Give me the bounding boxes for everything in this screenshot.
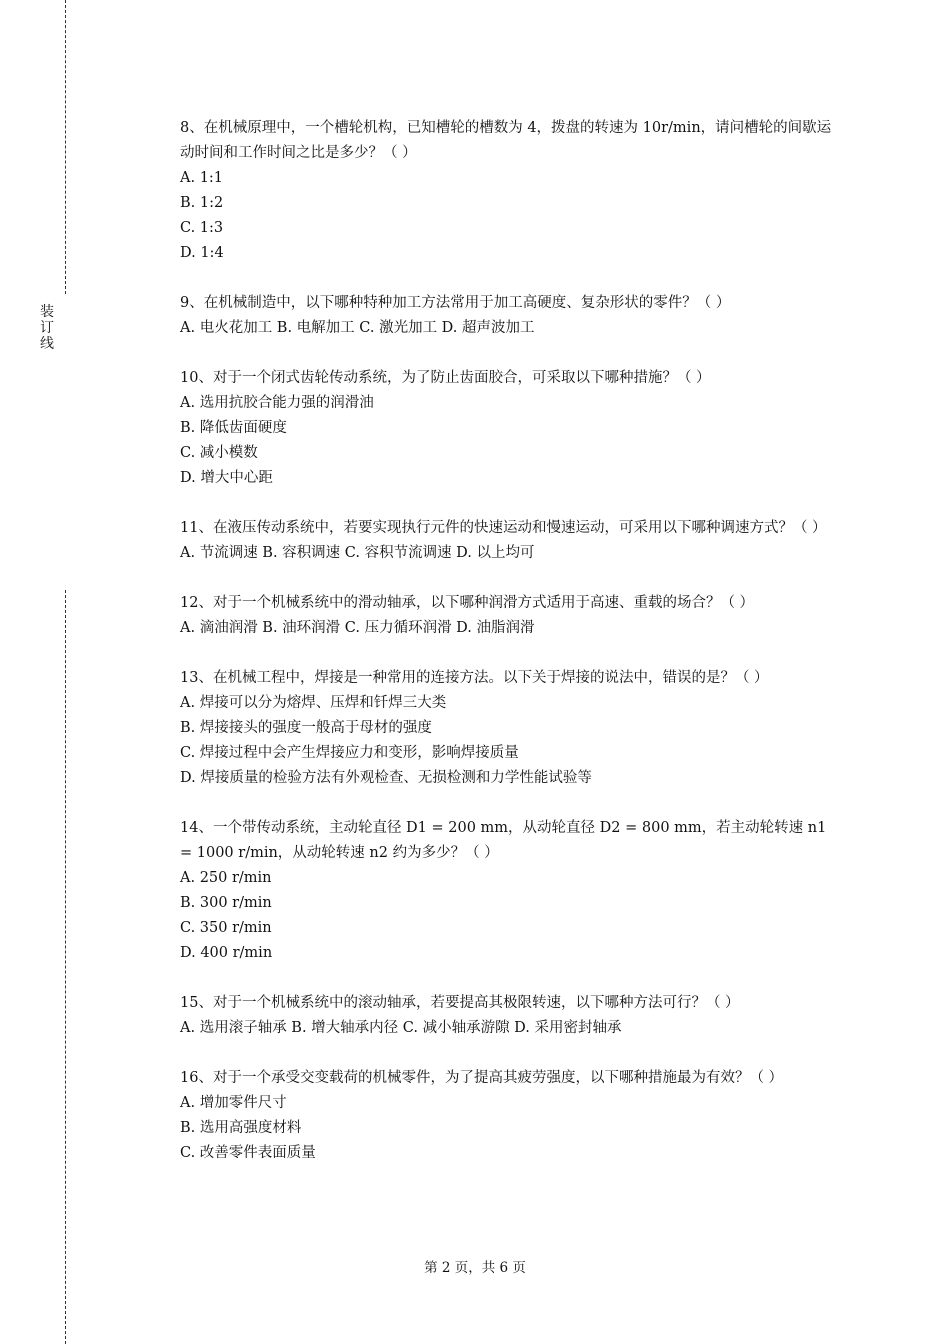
- question-12: [180, 591, 840, 641]
- binding-label: [37, 304, 57, 352]
- question-13: [180, 666, 840, 791]
- question-stem: 10、对于一个闭式齿轮传动系统，为了防止齿面胶合，可采取以下哪种措施？（ ）: [180, 370, 711, 386]
- option: A. 250 r/min: [180, 870, 272, 886]
- question-stem: 12、对于一个机械系统中的滑动轴承，以下哪种润滑方式适用于高速、重载的场合？（ ）: [180, 595, 755, 611]
- option: A. 滴油润滑 B. 油环润滑 C. 压力循环润滑 D. 油脂润滑: [180, 620, 535, 636]
- option: A. 节流调速 B. 容积调速 C. 容积节流调速 D. 以上均可: [180, 545, 535, 561]
- option: C. 1:3: [180, 220, 224, 236]
- question-stem: 14、一个带传动系统，主动轮直径 D1 = 200 mm，从动轮直径 D2 = 800 mm，若主动轮转速 n1 = 1000 r/min，从动轮转速 n2 约为多少？（ ）: [180, 820, 827, 861]
- option: D. 1:4: [180, 245, 224, 261]
- question-list: [180, 116, 840, 1191]
- option: B. 降低齿面硬度: [180, 420, 287, 436]
- option: A. 选用抗胶合能力强的润滑油: [180, 395, 374, 411]
- question-stem: 8、在机械原理中，一个槽轮机构，已知槽轮的槽数为 4，拨盘的转速为 10r/min，请问槽轮的间歇运动时间和工作时间之比是多少？（ ）: [180, 120, 832, 161]
- question-15: [180, 991, 840, 1041]
- option: B. 选用高强度材料: [180, 1120, 302, 1136]
- binding-line: [65, 590, 66, 1344]
- binding-char: 线: [40, 336, 54, 352]
- option: C. 减小模数: [180, 445, 258, 461]
- page-footer: 第 2 页，共 6 页: [424, 1260, 526, 1276]
- option: C. 焊接过程中会产生焊接应力和变形，影响焊接质量: [180, 745, 519, 761]
- question-stem: 15、对于一个机械系统中的滚动轴承，若要提高其极限转速，以下哪种方法可行？（ ）: [180, 995, 740, 1011]
- binding-char: 装: [40, 304, 54, 320]
- option: C. 改善零件表面质量: [180, 1145, 316, 1161]
- question-stem: 13、在机械工程中，焊接是一种常用的连接方法。以下关于焊接的说法中，错误的是？（ ）: [180, 670, 769, 686]
- option: D. 焊接质量的检验方法有外观检查、无损检测和力学性能试验等: [180, 770, 592, 786]
- option: D. 400 r/min: [180, 945, 273, 961]
- option: D. 增大中心距: [180, 470, 273, 486]
- option: A. 1:1: [180, 170, 224, 186]
- binding-char: 订: [40, 320, 54, 336]
- question-stem: 16、对于一个承受交变载荷的机械零件，为了提高其疲劳强度，以下哪种措施最为有效？（ ）: [180, 1070, 784, 1086]
- question-stem: 9、在机械制造中，以下哪种特种加工方法常用于加工高硬度、复杂形状的零件？（ ）: [180, 295, 731, 311]
- question-14: [180, 816, 840, 966]
- option: C. 350 r/min: [180, 920, 272, 936]
- option: A. 电火花加工 B. 电解加工 C. 激光加工 D. 超声波加工: [180, 320, 535, 336]
- binding-line: [65, 0, 66, 294]
- option: A. 焊接可以分为熔焊、压焊和钎焊三大类: [180, 695, 447, 711]
- option: A. 增加零件尺寸: [180, 1095, 287, 1111]
- option: B. 焊接接头的强度一般高于母材的强度: [180, 720, 432, 736]
- question-16: [180, 1066, 840, 1166]
- question-10: [180, 366, 840, 491]
- question-8: [180, 116, 840, 266]
- option: A. 选用滚子轴承 B. 增大轴承内径 C. 减小轴承游隙 D. 采用密封轴承: [180, 1020, 622, 1036]
- option: B. 300 r/min: [180, 895, 272, 911]
- question-9: [180, 291, 840, 341]
- option: B. 1:2: [180, 195, 224, 211]
- question-11: [180, 516, 840, 566]
- question-stem: 11、在液压传动系统中，若要实现执行元件的快速运动和慢速运动，可采用以下哪种调速方式？（ ）: [180, 520, 827, 536]
